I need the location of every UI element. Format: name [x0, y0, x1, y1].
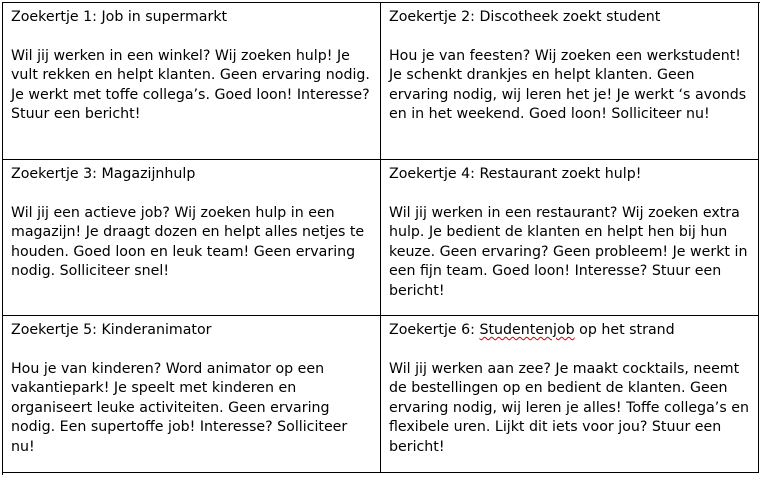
ad-cell-2	[381, 3, 759, 160]
ad-text: Wil jij werken in een winkel? Wij zoeken hulp! Je vult rekken en helpt klanten. Geen ervaring nodig. Je werkt met toffe collega’s. Goed loon! Interesse? Stuur een bericht!	[11, 47, 370, 122]
ad-text: Wil jij een actieve job? Wij zoeken hulp in een magazijn! Je draagt dozen en helpt alles netjes te houden. Goed loon en leuk team! Geen ervaring nodig. Solliciteer snel!	[11, 204, 365, 279]
ad-text: Hou je van kinderen? Word animator op een vakantiepark! Je speelt met kinderen en organiseert leuke activiteiten. Geen ervaring nodig. Een supertoffe job! Interesse? Solliciteer nu!	[11, 360, 348, 455]
ad-text: Wil jij werken aan zee? Je maakt cocktails, neemt de bestellingen op en bedient de klanten. Geen ervaring nodig, wij leren je alles! Toffe collega’s en flexibele uren. Lijkt dit iets voor jou? Stuur een bericht!	[389, 360, 749, 455]
spellcheck-flagged-word[interactable]: Studentenjob	[479, 322, 575, 338]
ad-title: Zoekertje 5: Kinderanimator	[11, 322, 212, 338]
ad-cell-1	[3, 3, 381, 160]
ad-cell-3	[3, 160, 381, 316]
ad-cell-6	[381, 316, 759, 473]
ad-title: Zoekertje 2: Discotheek zoekt student	[389, 9, 661, 25]
ad-cell-4	[381, 160, 759, 316]
ad-title: Zoekertje 4: Restaurant zoekt hulp!	[389, 166, 642, 182]
ad-title: Zoekertje 1: Job in supermarkt	[11, 9, 228, 25]
ad-title-suffix: op het strand	[574, 322, 675, 338]
ad-text: Hou je van feesten? Wij zoeken een werkstudent! Je schenkt drankjes en helpt klanten. Geen ervaring nodig, wij leren het je! Je werkt ‘s avonds en in het weekend. Goed loon! Solliciteer nu!	[389, 47, 747, 122]
ad-title	[389, 321, 750, 341]
ad-cell-5	[3, 316, 381, 473]
ad-title-prefix: Zoekertje 6:	[389, 322, 480, 338]
ad-text: Wil jij werken in een restaurant? Wij zoeken extra hulp. Je bedient de klanten en helpt hen bij hun keuze. Geen ervaring? Geen probleem! Je werkt in een fijn team. Goed loon! Interesse? Stuur een bericht!	[389, 204, 748, 299]
job-ads-table	[2, 2, 760, 475]
ad-title: Zoekertje 3: Magazijnhulp	[11, 166, 196, 182]
